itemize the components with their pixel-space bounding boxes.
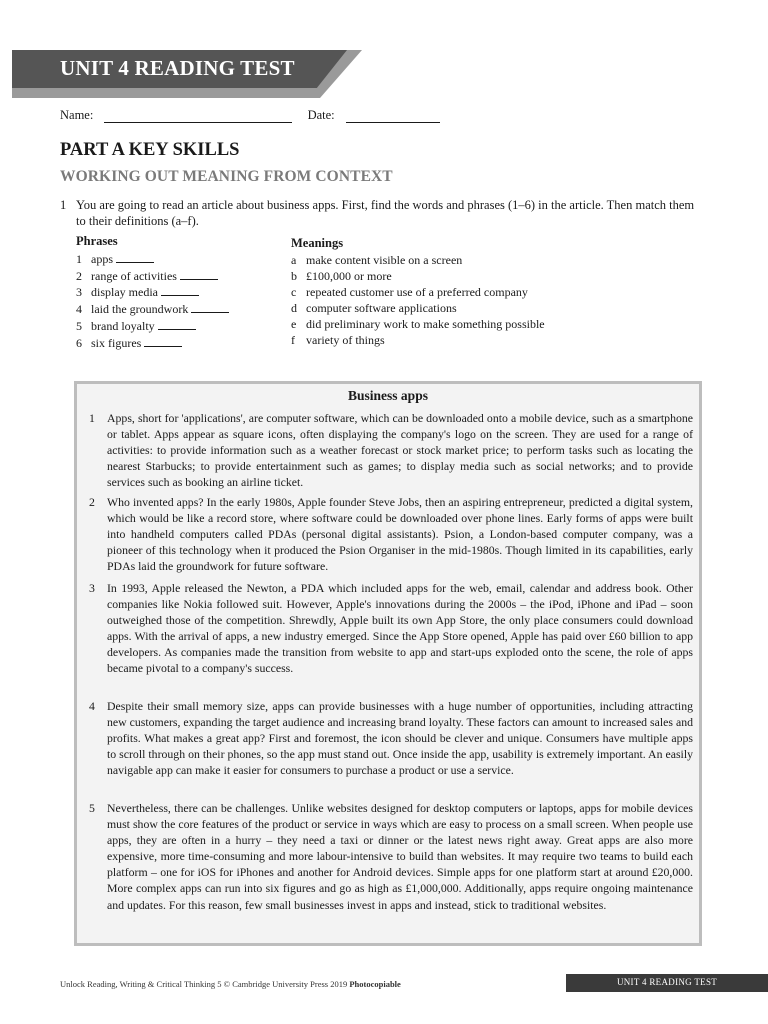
meanings-column <box>291 235 545 348</box>
answer-blank[interactable] <box>180 268 218 280</box>
phrase-item <box>76 318 229 335</box>
section-subtitle: WORKING OUT MEANING FROM CONTEXT <box>60 168 393 185</box>
meaning-item <box>291 316 545 332</box>
paragraph-number: 2 <box>89 495 95 509</box>
instruction-number: 1 <box>60 198 67 212</box>
answer-blank[interactable] <box>158 318 196 330</box>
meaning-letter: a <box>291 253 297 267</box>
phrase-text: laid the groundwork <box>91 302 189 317</box>
paragraph-text: Nevertheless, there can be challenges. Unlike websites designed for desktop computers or laptops, apps for mobile devices must show the core features of the product or service in ways which are easy to process on a small screen. When people use apps, they are often in a hurry – they need a taxi or dinner or the latest news right away. Great apps are also more expensive, more time-consuming and more labour-intensive to build than websites. It may require two teams to build each platform – one for iOS for iPhones and another for Android devices. Simple apps for one platform start at around £20,000. More complex apps can run into six figures and go as high as £1,000,000. Additionally, apps require ongoing maintenance and updates. For this reason, few small businesses invest in apps and instead, stick to traditional websites. <box>107 801 693 912</box>
phrase-item <box>76 251 229 268</box>
paragraph-text: In 1993, Apple released the Newton, a PDA which included apps for the web, email, calendar and address book. Other companies like Nokia followed suit. However, Apple's innovations during the 2000s – the iPod, iPhone and iPad – soon outweighed those of the competition. Shrewdly, Apple built its own App Store, the only place consumers could download apps. With the arrival of apps, a new industry emerged. Since the App Store opened, Apple has paid over £60 billion to app developers. As companies made the transition from website to app and start-ups exploded onto the scene, the role of apps became pivotal to a company's success. <box>107 581 693 676</box>
instruction <box>60 197 700 229</box>
meanings-heading: Meanings <box>291 236 344 250</box>
part-title: PART A KEY SKILLS <box>60 140 240 160</box>
meaning-letter: f <box>291 333 295 347</box>
phrases-heading: Phrases <box>76 234 118 248</box>
name-field[interactable] <box>104 109 292 123</box>
footer-credit <box>60 979 401 989</box>
article-paragraph-2 <box>89 494 693 574</box>
phrase-item <box>76 268 229 285</box>
answer-blank[interactable] <box>191 301 229 313</box>
footer-unit-label: UNIT 4 READING TEST <box>616 977 718 987</box>
meaning-item <box>291 300 545 316</box>
article-paragraph-3 <box>89 580 693 677</box>
phrase-item <box>76 335 229 352</box>
meaning-item <box>291 332 545 348</box>
paragraph-text: Despite their small memory size, apps can provide businesses with a huge number of opportunities, including attracting new customers, expanding the target audience and increasing brand loyalty. These factors can amount to increased sales and profits. What makes a great app? First and foremost, the icon should be clever and unique. Consumers have multiple apps to scroll through on their phones, so the app must stand out. Once inside the app, usability is extremely important. An easily navigable app can make it easier for consumers to purchase a product or use a service. <box>107 699 693 778</box>
phrase-number: 3 <box>76 285 82 300</box>
name-label: Name: <box>60 108 94 122</box>
meaning-text: £100,000 or more <box>306 269 392 283</box>
paragraph-text: Apps, short for 'applications', are computer software, which can be downloaded onto a mobile device, such as a smartphone or tablet. Apps appear as square icons, often displaying the company's logo on the screen. They are used for a range of activities: to provide information such as a weather forecast or stock market price; to perform tasks such as locating the nearest Starbucks; to provide entertainment such as games; to display media such as social networks; and to provide services such as booking an airline ticket. <box>107 411 693 490</box>
article-paragraph-4 <box>89 698 693 778</box>
header-banner <box>12 50 362 98</box>
paragraph-number: 5 <box>89 801 95 815</box>
instruction-text: You are going to read an article about business apps. First, find the words and phrases (1–6) in the article. Then match them to their definitions (a–f). <box>76 198 695 228</box>
paragraph-number: 3 <box>89 581 95 595</box>
answer-blank[interactable] <box>161 284 199 296</box>
photocopiable-label: Photocopiable <box>349 979 401 989</box>
meaning-letter: c <box>291 285 297 299</box>
copyright-text: Unlock Reading, Writing & Critical Thinking 5 © Cambridge University Press 2019 <box>60 979 348 989</box>
phrase-text: display media <box>91 285 158 300</box>
meaning-item <box>291 268 545 284</box>
meaning-text: make content visible on a screen <box>306 253 463 267</box>
meaning-letter: d <box>291 301 297 315</box>
phrase-number: 5 <box>76 318 82 333</box>
date-field[interactable] <box>346 109 440 123</box>
phrase-number: 6 <box>76 335 82 350</box>
footer-bar <box>566 974 768 992</box>
meaning-text: computer software applications <box>306 301 457 315</box>
article-paragraph-1 <box>89 410 693 490</box>
phrase-number: 1 <box>76 251 82 266</box>
answer-blank[interactable] <box>144 335 182 347</box>
name-date-row <box>60 108 440 123</box>
phrase-item <box>76 284 229 301</box>
article-paragraph-5 <box>89 800 693 913</box>
phrase-number: 4 <box>76 302 82 317</box>
meaning-letter: b <box>291 269 297 283</box>
meaning-letter: e <box>291 317 297 331</box>
phrase-number: 2 <box>76 268 82 283</box>
meaning-item <box>291 284 545 300</box>
phrase-text: range of activities <box>91 268 177 283</box>
paragraph-number: 4 <box>89 699 95 713</box>
date-label: Date: <box>307 108 335 122</box>
phrase-text: brand loyalty <box>91 318 155 333</box>
meaning-text: did preliminary work to make something possible <box>306 317 545 331</box>
paragraph-text: Who invented apps? In the early 1980s, Apple founder Steve Jobs, then an aspiring entrepreneur, predicted a digital system, which would be like a record store, where software could be downloaded over phone lines. Early forms of apps were built into handheld computers called PDAs (personal digital assistants). Psion, a London-based computer company, was a pioneer of this technology when it produced the Psion Organiser in the mid-1980s. Though limited in its capabilities, early PDAs laid the groundwork for future software. <box>107 495 693 574</box>
meaning-text: repeated customer use of a preferred company <box>306 285 528 299</box>
meaning-text: variety of things <box>306 333 385 347</box>
article-title: Business apps <box>348 388 428 403</box>
phrase-text: apps <box>91 251 113 266</box>
meaning-item <box>291 252 545 268</box>
paragraph-number: 1 <box>89 411 95 425</box>
phrase-text: six figures <box>91 335 142 350</box>
article-box <box>74 381 702 946</box>
phrases-column <box>76 234 229 352</box>
phrase-item <box>76 301 229 318</box>
unit-title: UNIT 4 READING TEST <box>60 56 295 80</box>
answer-blank[interactable] <box>116 251 154 263</box>
